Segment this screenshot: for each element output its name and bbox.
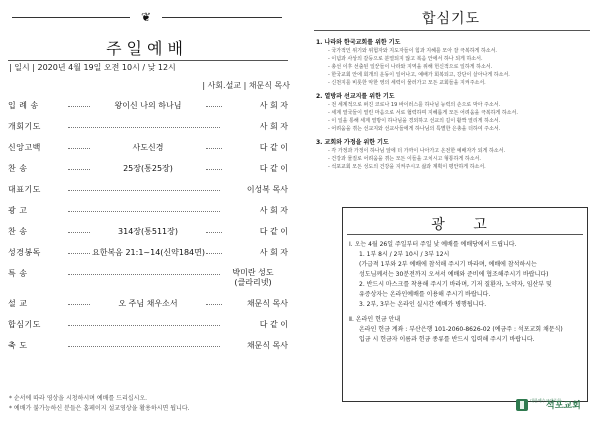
divider bbox=[8, 60, 288, 61]
prayer-item: - 석포교회 모든 성도의 건강을 지켜주시고 삶과 계획이 평안하게 하소서. bbox=[328, 164, 486, 170]
prayer-column bbox=[306, 4, 596, 420]
announcement-line: 입금 시 헌금자 이름과 헌금 종류를 반드시 입력해 주시기 바랍니다. bbox=[359, 336, 535, 343]
announcement-line: 3. 2부, 3부는 온라인 실시간 예배가 병행됩니다. bbox=[359, 301, 487, 308]
service-leaders: | 사회.설교 | 채문식 목사 bbox=[202, 81, 290, 90]
prayer-item: - 한국교회 안에 회개의 운동이 일어나고, 예배가 회복되고, 강단이 살아나게 하소서. bbox=[328, 72, 510, 78]
divider bbox=[347, 234, 583, 235]
prayer-section-heading: 1. 나라와 한국교회를 위한 기도 bbox=[316, 39, 401, 46]
announcements-title: 광 고 bbox=[431, 217, 499, 233]
dotted-leader bbox=[68, 232, 90, 233]
order-item-name: 특 송 bbox=[8, 269, 28, 278]
dotted-leader bbox=[68, 169, 90, 170]
dotted-leader bbox=[68, 346, 220, 347]
footnote: * 예배가 불가능하신 분들은 홈페이지 설교영상을 활용하시면 됩니다. bbox=[9, 405, 190, 412]
dotted-leader bbox=[68, 127, 220, 128]
dotted-leader bbox=[68, 325, 220, 326]
announcement-line: (가급적 1부와 2부 예배에 참석해 주시기 바라며, 예배에 참석하시는 bbox=[359, 261, 537, 268]
order-row bbox=[8, 205, 288, 226]
order-item-person: 사 회 자 bbox=[259, 122, 288, 131]
service-datetime: | 일시 | 2020년 4월 19일 오전 10시 / 낮 12시 bbox=[9, 63, 176, 72]
church-logo bbox=[516, 396, 590, 416]
prayer-item: - 전 세계적으로 퍼진 코로나 19 바이러스를 하나님 능력의 손으로 막아 주소서. bbox=[328, 102, 501, 108]
page-title: 주일예배 bbox=[106, 39, 188, 58]
announcements-body bbox=[349, 240, 583, 345]
order-row bbox=[8, 184, 288, 205]
order-item-person: 이성복 목사 bbox=[246, 185, 288, 194]
announcement-line: Ⅰ. 오는 4월 26일 주일부터 주일 낮 예배를 예배당에서 드립니다. bbox=[349, 241, 517, 248]
order-item-name: 찬 송 bbox=[8, 227, 28, 236]
order-item-detail: 요한복음 21:1~14(신약184면) bbox=[92, 248, 205, 257]
worship-order-list bbox=[8, 100, 288, 361]
order-item-name: 입 례 송 bbox=[8, 101, 39, 110]
prayer-title: 합심기도 bbox=[421, 11, 481, 27]
order-item-person bbox=[218, 268, 288, 288]
dotted-leader bbox=[68, 211, 220, 212]
order-item-name: 설 교 bbox=[8, 299, 28, 308]
order-item-person: 다 같 이 bbox=[259, 320, 288, 329]
prayer-item: - 세계 열국들이 열린 마음으로 서로 협력하며 지혜롭게 모든 어려움을 극복하게 하소서. bbox=[328, 110, 518, 116]
announcement-line: 성도님께서는 30분전까지 오셔서 예배와 준비에 협조해주시기 바랍니다) bbox=[359, 271, 549, 278]
order-item-name: 대표기도 bbox=[8, 185, 41, 194]
announcement-line: Ⅱ. 온라인 헌금 안내 bbox=[349, 316, 401, 323]
worship-order-column bbox=[6, 4, 296, 420]
order-item-person: 사 회 자 bbox=[259, 248, 288, 257]
order-row bbox=[8, 247, 288, 268]
order-item-person: 다 같 이 bbox=[259, 227, 288, 236]
order-item-detail: 314장(통511장) bbox=[118, 227, 178, 236]
order-item-detail: 왕이신 나의 하나님 bbox=[114, 101, 182, 110]
order-row bbox=[8, 268, 288, 298]
order-item-person: 사 회 자 bbox=[259, 101, 288, 110]
order-item-person: 채문식 목사 bbox=[246, 299, 288, 308]
divider bbox=[314, 30, 590, 31]
order-item-person: 다 같 이 bbox=[259, 164, 288, 173]
order-item-person: 채문식 목사 bbox=[246, 341, 288, 350]
logo-denomination: 대한예수교장로회 bbox=[530, 398, 561, 403]
order-item-detail: 25장(통25장) bbox=[123, 164, 173, 173]
footnote: * 순서에 따라 영상을 시청하시며 예배를 드리십시오. bbox=[9, 395, 148, 402]
prayer-section-heading: 3. 교회와 가정을 위한 기도 bbox=[316, 139, 389, 146]
prayer-section bbox=[316, 91, 594, 133]
order-row bbox=[8, 121, 288, 142]
dotted-leader bbox=[68, 190, 220, 191]
order-item-detail: 사도신경 bbox=[132, 143, 164, 152]
order-item-name: 개회기도 bbox=[8, 122, 41, 131]
prayer-item: - 이념과 사상의 갈등으로 분열되지 않고 복음 안에서 하나 되게 하소서. bbox=[328, 56, 483, 62]
order-row bbox=[8, 340, 288, 361]
order-row bbox=[8, 100, 288, 121]
ornament-line-left bbox=[12, 17, 130, 18]
footnotes bbox=[9, 394, 190, 414]
announcement-line: 유증상자는 온라인예배를 이용해 주시기 바랍니다. bbox=[359, 291, 491, 298]
dotted-leader bbox=[68, 274, 220, 275]
prayer-section bbox=[316, 37, 594, 87]
order-item-name: 합심기도 bbox=[8, 320, 41, 329]
dotted-leader bbox=[68, 304, 90, 305]
ornament-icon: ❦ bbox=[140, 10, 152, 24]
announcement-line: 1. 1부 8시 / 2부 10시 / 3부 12시 bbox=[359, 251, 450, 258]
logo-church-name: 석포교회 bbox=[546, 401, 581, 411]
order-item-name: 축 도 bbox=[8, 341, 28, 350]
announcement-line: 2. 반드시 마스크를 착용해 주시기 바라며, 기저 질환자, 노약자, 임산부 및 bbox=[359, 281, 552, 288]
order-item-person: 다 같 이 bbox=[259, 143, 288, 152]
prayer-section-heading: 2. 열방과 선교지를 위한 기도 bbox=[316, 93, 395, 100]
prayer-item: - 이 일을 통해 세계 열방이 하나님을 경외하고 선교의 길이 활짝 열리게 하소서. bbox=[328, 118, 501, 124]
order-row bbox=[8, 298, 288, 319]
dotted-leader bbox=[68, 106, 90, 107]
order-row bbox=[8, 163, 288, 184]
prayer-item: - 신천지를 비롯한 악한 영의 세력이 물러가고 모든 교회들을 지켜주소서. bbox=[328, 80, 486, 86]
order-row bbox=[8, 226, 288, 247]
prayer-item: - 어려움을 겪는 선교지와 선교사들에게 하나님의 특별한 은총을 더하여 주소서. bbox=[328, 126, 501, 132]
person-instrument: (클라리넷) bbox=[234, 278, 272, 287]
announcement-line: 온라인 헌금 계좌 : 부산은행 101-2060-8626-02 (예금주 : 석포교회 채문식) bbox=[359, 326, 563, 333]
order-item-person: 사 회 자 bbox=[259, 206, 288, 215]
order-item-name: 신앙고백 bbox=[8, 143, 41, 152]
prayer-section bbox=[316, 137, 594, 171]
person-name: 박미란 성도 bbox=[232, 268, 274, 277]
church-logo-icon bbox=[516, 399, 528, 411]
prayer-item: - 국가적인 위기와 위험자와 지도자들이 힘과 지혜를 모아 잘 극복하게 하소서. bbox=[328, 48, 498, 54]
dotted-leader bbox=[68, 253, 90, 254]
ornament-line-right bbox=[162, 17, 282, 18]
order-row bbox=[8, 142, 288, 163]
order-item-name: 광 고 bbox=[8, 206, 28, 215]
prayer-item: - 건강과 물질로 어려움을 겪는 모든 이들을 고치시고 형통하게 하소서. bbox=[328, 156, 481, 162]
title-ornament bbox=[6, 10, 288, 26]
dotted-leader bbox=[68, 148, 90, 149]
order-item-name: 성경봉독 bbox=[8, 248, 41, 257]
order-row bbox=[8, 319, 288, 340]
order-item-name: 찬 송 bbox=[8, 164, 28, 173]
announcements-box bbox=[342, 207, 588, 402]
prayer-item: - 각 가정과 가정이 하나님 앞에 더 가까이 나아가고 온전한 예배자가 되게 하소서. bbox=[328, 148, 506, 154]
prayer-item: - 총선 이후 선출된 일꾼들이 나라와 지역을 위해 헌신적으로 일하게 하소서. bbox=[328, 64, 493, 70]
prayer-list bbox=[316, 37, 594, 175]
order-item-detail: 오 주님 채우소서 bbox=[118, 299, 178, 308]
